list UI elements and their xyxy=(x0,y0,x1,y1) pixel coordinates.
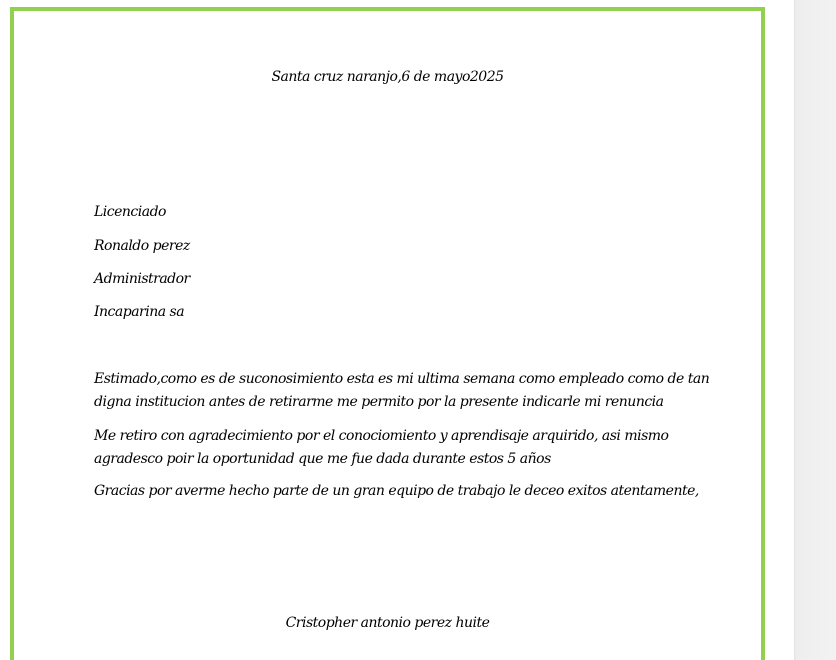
recipient-position: Administrador xyxy=(94,271,190,287)
recipient-title: Licenciado xyxy=(94,204,166,220)
recipient-name: Ronaldo perez xyxy=(94,238,190,254)
date-line: Santa cruz naranjo,6 de mayo2025 xyxy=(271,69,504,85)
signature: Cristopher antonio perez huite xyxy=(285,615,490,631)
paragraph-2-line-2: agradesco poir la oportunidad que me fue dada durante estos 5 años xyxy=(94,451,551,467)
recipient-company: Incaparina sa xyxy=(94,304,185,320)
paragraph-2-line-1: Me retiro con agradecimiento por el conociomiento y aprendisaje arquirido, asi mismo xyxy=(94,428,669,444)
vertical-scrollbar[interactable] xyxy=(794,0,836,660)
paragraph-1-line-1: Estimado,como es de suconosimiento esta es mi ultima semana como empleado como de tan xyxy=(94,371,710,387)
document-page[interactable] xyxy=(10,7,765,660)
paragraph-3-line-1: Gracias por averme hecho parte de un gran equipo de trabajo le deceo exitos atentamente, xyxy=(94,483,699,499)
paragraph-1-line-2: digna institucion antes de retirarme me permito por la presente indicarle mi renuncia xyxy=(94,394,664,410)
